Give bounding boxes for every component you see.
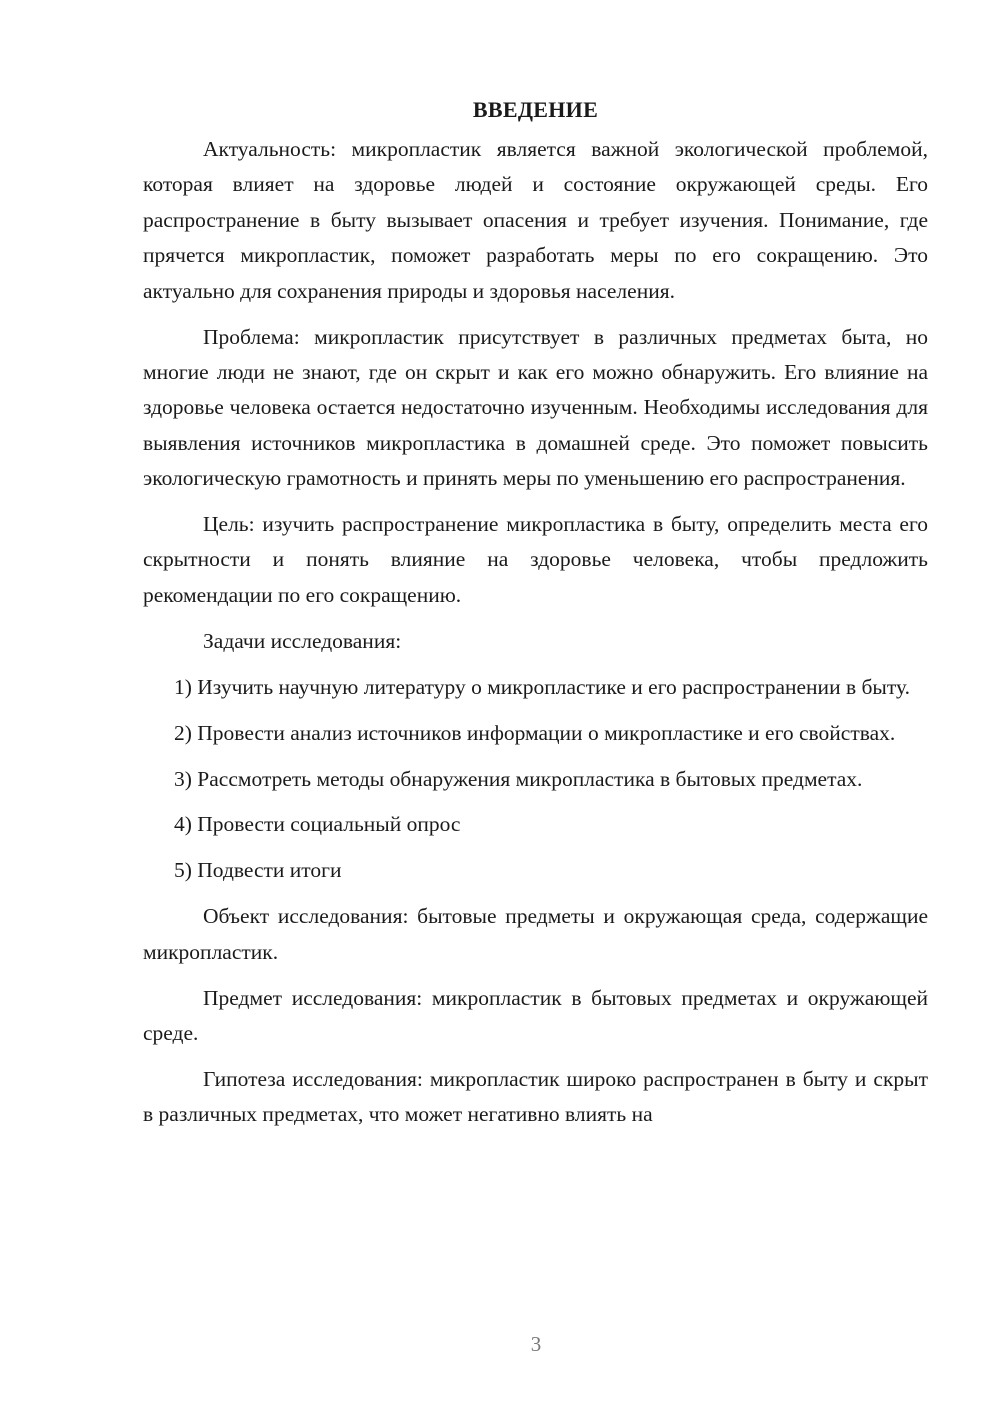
task-item-2: 2) Провести анализ источников информации о микропластике и его свойствах. [174, 720, 896, 745]
page-number: 3 [530, 1332, 542, 1356]
task-item-4: 4) Провести социальный опрос [174, 812, 461, 837]
tasks-heading: Задачи исследования: [203, 628, 402, 653]
paragraph-subject: Предмет исследования: микропластик в бытовых предметах и окружающей среде. [143, 985, 928, 1045]
paragraph-goal: Цель: изучить распространение микропластика в быту, определить места его скрытности и понять влияние на здоровье человека, чтобы предложить рекомендации по его сокращению. [143, 512, 928, 607]
task-item-1: 1) Изучить научную литературу о микропластике и его распространении в быту. [174, 674, 910, 699]
document-page [143, 92, 928, 1143]
section-title: ВВЕДЕНИЕ [472, 97, 599, 122]
paragraph-object: Объект исследования: бытовые предметы и окружающая среда, содержащие микропластик. [143, 904, 928, 964]
paragraph-relevance: Актуальность: микропластик является важной экологической проблемой, которая влияет на здоровье людей и состояние окружающей среды. Его распространение в быту вызывает опасения и требует изучения. Понимание, где прячется микропластик, поможет разработать меры по его сокращению. Это актуально для сохранения природы и здоровья населения. [143, 137, 928, 303]
paragraph-hypothesis: Гипотеза исследования: микропластик широко распространен в быту и скрыт в различных предметах, что может негативно влиять на [143, 1066, 928, 1127]
paragraph-problem: Проблема: микропластик присутствует в различных предметах быта, но многие люди не знают, где он скрыт и как его можно обнаружить. Его влияние на здоровье человека остается недостаточно изученным. Необходимы исследования для выявления источников микропластика в домашней среде. Это поможет повысить экологическую грамотность и принять меры по уменьшению его распространения. [143, 324, 928, 491]
task-item-5: 5) Подвести итоги [174, 858, 342, 883]
task-item-3: 3) Рассмотреть методы обнаружения микропластика в бытовых предметах. [174, 766, 863, 791]
